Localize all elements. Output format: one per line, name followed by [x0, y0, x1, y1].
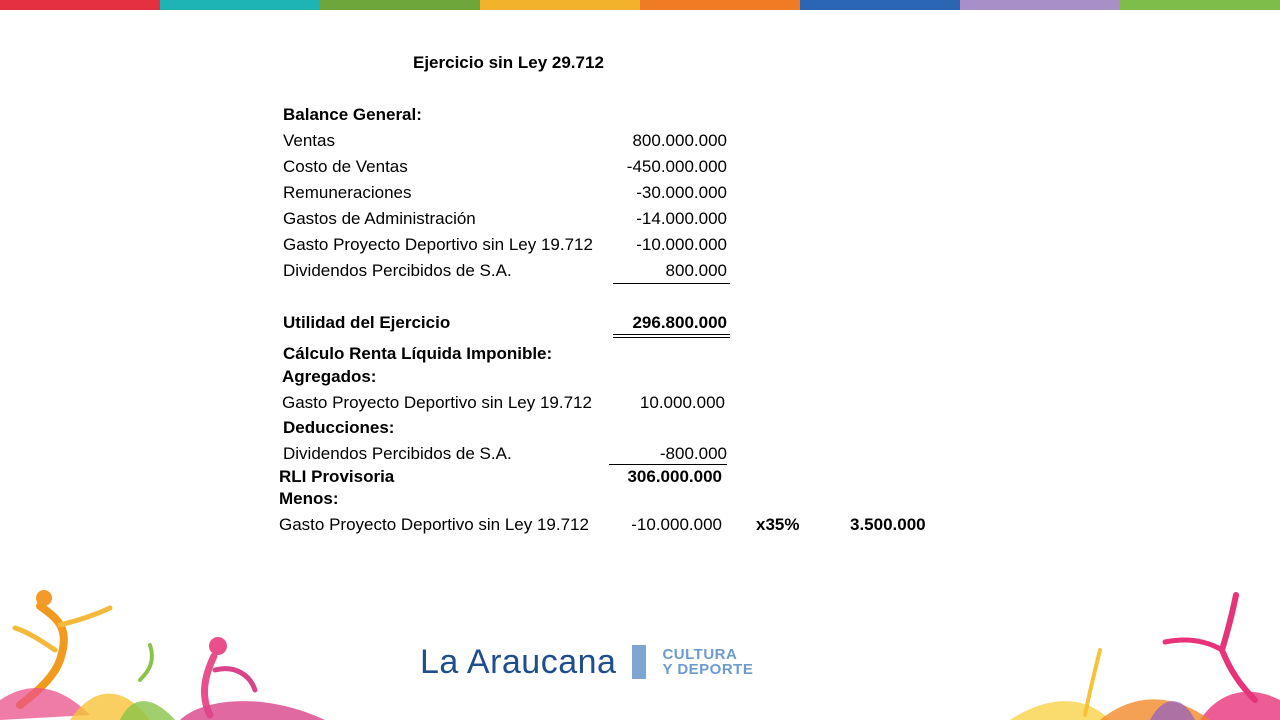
row-label: Dividendos Percibidos de S.A. [283, 444, 512, 463]
rli-header: Cálculo Renta Líquida Imponible: [283, 344, 553, 363]
row-label: Ventas [283, 131, 335, 150]
row-value: -30.000.000 [636, 183, 727, 202]
la-araucana-logo [420, 640, 753, 684]
row-label: Remuneraciones [283, 183, 412, 202]
row-value: 10.000.000 [639, 393, 725, 412]
row-value: -14.000.000 [636, 209, 727, 228]
color-segment [960, 0, 1120, 10]
subtotal-rule [613, 283, 730, 284]
row-value: 800.000.000 [632, 131, 727, 150]
row-value: -450.000.000 [626, 157, 727, 176]
tax-result: 3.500.000 [850, 515, 926, 534]
color-segment [640, 0, 800, 10]
decorative-dancers-right [1000, 590, 1280, 720]
deducciones-label: Deducciones: [283, 418, 395, 437]
row-label: Costo de Ventas [283, 157, 408, 176]
total-double-rule-bottom [613, 337, 730, 338]
color-segment [480, 0, 640, 10]
total-label: Utilidad del Ejercicio [283, 313, 451, 332]
color-segment [320, 0, 480, 10]
rli-provisoria-label: RLI Provisoria [279, 467, 395, 486]
balance-header: Balance General: [283, 105, 422, 124]
row-label: Dividendos Percibidos de S.A. [283, 261, 512, 280]
row-value: -10.000.000 [631, 515, 722, 534]
total-double-rule-top [613, 334, 730, 335]
row-label: Gasto Proyecto Deportivo sin Ley 19.712 [282, 393, 592, 412]
row-value: 800.000 [665, 261, 727, 280]
page-title: Ejercicio sin Ley 29.712 [413, 53, 604, 72]
logo-subtitle [662, 647, 753, 677]
decorative-dancers-left [0, 580, 330, 720]
agregados-label: Agregados: [282, 367, 377, 386]
row-value: -10.000.000 [636, 235, 727, 254]
row-label: Gasto Proyecto Deportivo sin Ley 19.712 [279, 515, 589, 534]
tax-rate: x35% [756, 515, 800, 534]
row-label: Gasto Proyecto Deportivo sin Ley 19.712 [283, 235, 593, 254]
logo-divider [632, 645, 646, 679]
logo-sub-line: Y DEPORTE [662, 661, 754, 678]
top-color-bar [0, 0, 1280, 10]
total-value: 296.800.000 [632, 313, 727, 332]
subtotal-rule [609, 464, 727, 465]
logo-wordmark: La Araucana [420, 642, 617, 681]
color-segment [1120, 0, 1280, 10]
row-label: Gastos de Administración [283, 209, 476, 228]
color-segment [0, 0, 160, 10]
logo-sub-line: CULTURA [662, 646, 738, 663]
color-segment [160, 0, 320, 10]
row-value: -800.000 [659, 444, 727, 463]
menos-label: Menos: [279, 489, 339, 508]
color-segment [800, 0, 960, 10]
rli-provisoria-value: 306.000.000 [627, 467, 722, 486]
